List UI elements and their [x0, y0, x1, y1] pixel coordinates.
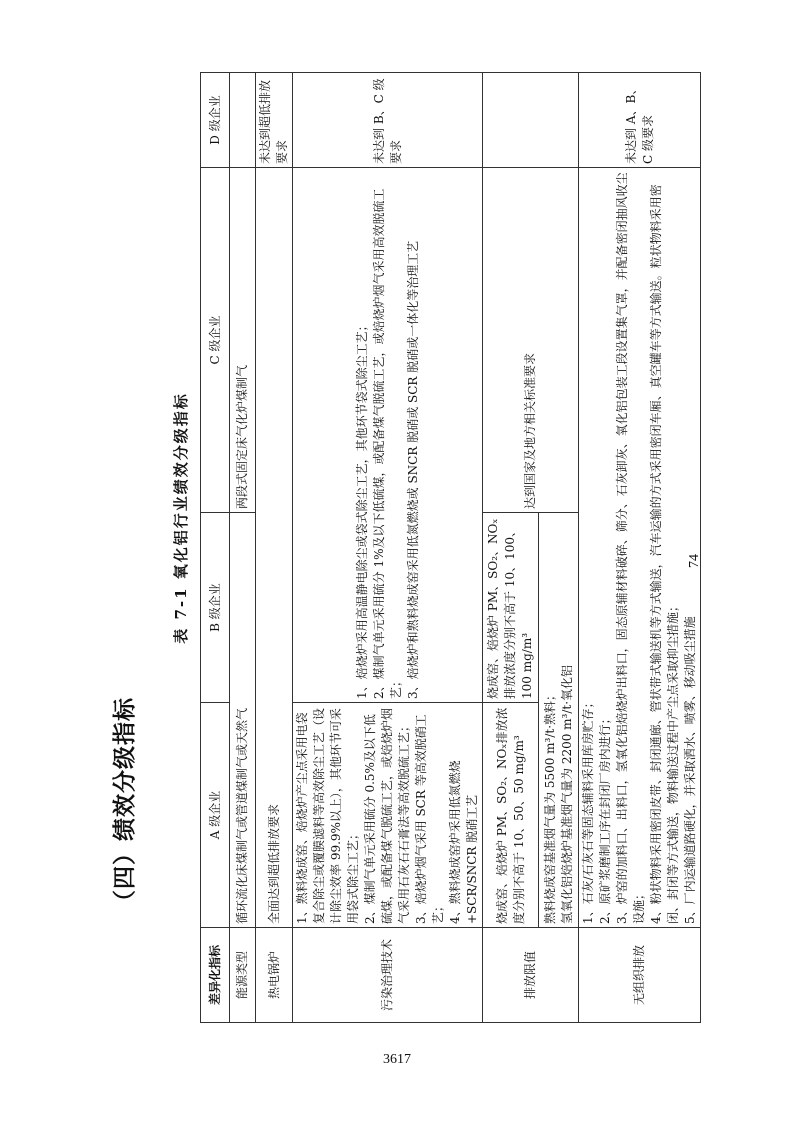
page-number-side: 74 — [687, 554, 702, 568]
boiler-grade-d: 未达到超低排放要求 — [256, 73, 293, 168]
table-row-energy — [230, 73, 256, 1023]
emission-grade-c: 达到国家及地方相关标准要求 — [483, 168, 579, 513]
table-row-fugitive — [579, 73, 701, 1023]
row-label-boiler: 热电锅炉 — [256, 928, 293, 1023]
table-row-boiler — [256, 73, 293, 1023]
row-label-emission: 排放限值 — [483, 928, 579, 1023]
energy-grade-c: 两段式固定床气化炉煤制气 — [230, 168, 256, 513]
emission-grade-a: 烧成窑、焙烧炉 PM、SO₂、NOₓ排放浓度分别不高于 10、50、50 mg/m³ — [483, 703, 539, 928]
emission-baseline — [539, 513, 579, 928]
pollution-a-item-1: 1、熟料烧成窑、焙烧炉产尘点采用电袋复合除尘或覆膜滤料等高效除尘工艺（设计除尘效率 99.9%以上），其他环节可采用袋式除尘工艺； — [295, 707, 360, 924]
fugitive-item-3: 3、炉窑的加料口、出料口，氢氧化铝焙烧炉出料口，固态原辅材料破碎、筛分、石灰卸灰、氧化铝包装工段设置集气罩，并配备密闭抽风收尘设施； — [615, 172, 646, 924]
section-heading: （四）绩效分级指标 — [111, 697, 138, 913]
row-label-fugitive: 无组织排放 — [579, 928, 701, 1023]
fugitive-item-2: 2、原矿浆磨制工序在封闭厂房内进行； — [598, 712, 612, 924]
pollution-bc-item-3: 3、焙烧炉和熟料烧成窑采用低氮燃烧或 SNCR 脱硝或 SCR 脱硝或一体化等治理工艺 — [405, 240, 420, 699]
row-label-energy: 能源类型 — [230, 928, 256, 1023]
fugitive-item-1: 1、石灰/石灰石等固态辅料采用库房贮存； — [581, 696, 595, 924]
table-header-row — [201, 73, 230, 1023]
emission-baseline-2: 氢氧化铝焙烧炉基准烟气量为 2200 m³/t·氧化铝 — [559, 664, 574, 924]
pollution-a-item-2: 2、煤制气单元采用硫分 0.5%及以下低硫煤，或配备煤气脱硫工艺，或焙烧炉烟气采用石灰石石膏法等高效脱硫工艺； — [363, 707, 411, 924]
energy-grade-d — [230, 73, 256, 168]
pollution-grade-bc — [293, 168, 483, 703]
fugitive-grade-abc — [579, 168, 701, 928]
row-label-pollution: 污染治理技术 — [293, 928, 483, 1023]
emission-grade-b: 烧成窑、焙烧炉 PM、SO₂、NOₓ排放浓度分别不高于 10、100、100 mg/m³ — [483, 513, 539, 703]
page-number: 3617 — [383, 1052, 411, 1067]
boiler-grade-abc: 全面达到超低排放要求 — [256, 168, 293, 928]
emission-grade-d — [483, 73, 579, 168]
header-grade-c: C 级企业 — [201, 168, 230, 513]
table-caption: 表 7-1 氧化铝行业绩效分级指标 — [172, 392, 190, 644]
header-grade-a: A 级企业 — [201, 703, 230, 928]
pollution-grade-d: 未达到 B、C 级要求 — [293, 73, 483, 168]
fugitive-item-4: 4、粉状物料采用密闭皮带、封闭通廊、管状带式输送机等方式输送，汽车运输的方式采用密闭车厢、真空罐车等方式输送。粒状物料采用密闭、封闭等方式输送，物料输送过程中产尘点采取抑尘措施； — [649, 184, 680, 924]
energy-grade-ab: 循环流化床煤制气或管道煤制气或天然气 — [230, 513, 256, 928]
table-row-pollution — [293, 73, 483, 1023]
header-indicator: 差异化指标 — [201, 928, 230, 1023]
emission-baseline-1: 熟料烧成窑基准烟气量为 5500 m³/t·熟料； — [542, 688, 557, 924]
pollution-bc-item-2: 2、煤制气单元采用硫分 1%及以下低硫煤，或配备煤气脱硫工艺，或焙烧炉烟气采用高效脱硫工艺； — [371, 188, 403, 699]
pollution-bc-item-1: 1、焙烧炉采用高温静电除尘或袋式除尘工艺，其他环节袋式除尘工艺； — [354, 319, 369, 699]
fugitive-item-5: 5、厂内运输道路硬化，并采取洒水、喷雾、移动吸尘措施 — [683, 616, 697, 924]
table-row-emission-limits — [483, 73, 539, 1023]
pollution-a-item-4: 4、熟料烧成窑炉采用低氮燃烧+SCR/SNCR 脱硝工艺 — [448, 760, 479, 924]
fugitive-grade-d: 未达到 A、B、C 级要求 — [579, 73, 701, 168]
pollution-a-item-3: 3、焙烧炉烟气采用 SCR 等高效脱硝工艺； — [414, 714, 445, 924]
header-grade-d: D 级企业 — [201, 73, 230, 168]
header-grade-b: B 级企业 — [201, 513, 230, 703]
performance-grading-table — [200, 72, 701, 1023]
pollution-grade-a — [293, 703, 483, 928]
